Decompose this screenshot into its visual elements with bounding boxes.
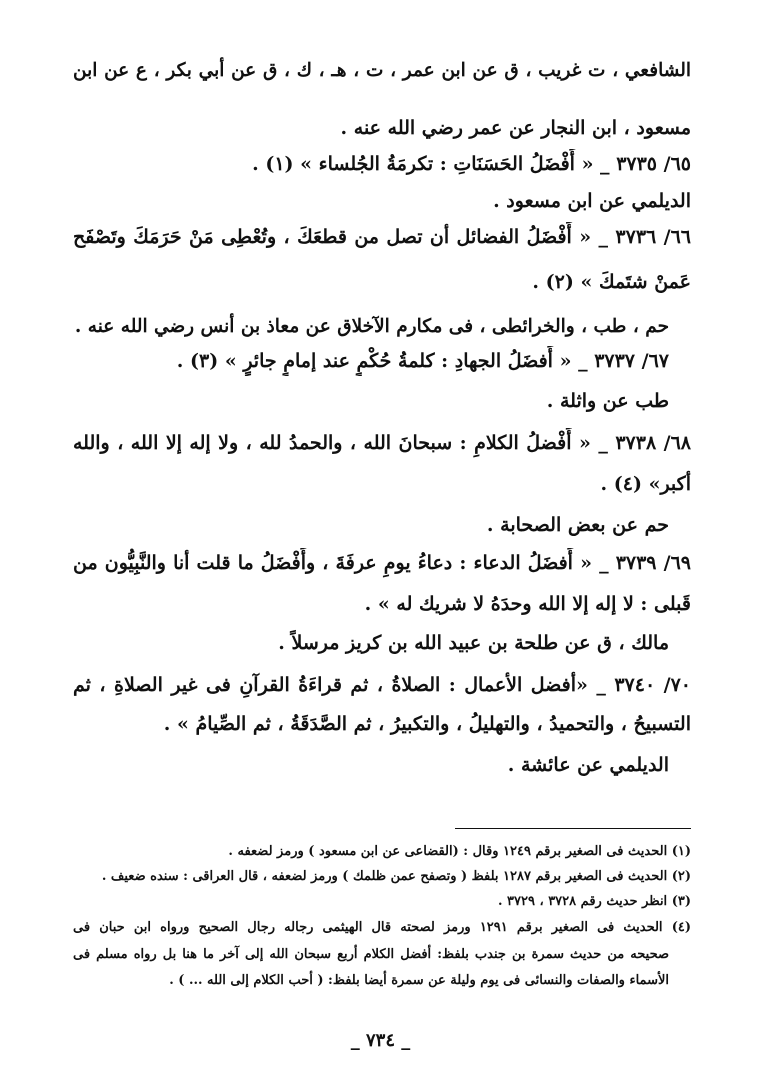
source-line: الديلمي عن ابن مسعود . [493, 190, 691, 212]
body-line: أكبر» (٤) . [600, 473, 691, 495]
footnote-divider [455, 828, 691, 829]
body-line: التسبيحُ ، والتحميدُ ، والتهليلُ ، والتكبيرُ ، ثم الصَّدَقَةُ ، ثم الصِّيامُ » . [163, 713, 691, 735]
source-line: الديلمي عن عائشة . [507, 754, 669, 776]
hadith-65: ٦٥/ ٣٧٣٥ _ « أَفْضَلُ الحَسَنَاتِ : تكرمَةُ الجُلساء » (١) . [252, 153, 691, 175]
footnote: (٤) الحديث فى الصغير برقم ١٢٩١ ورمز لصحته قال الهيثمى رجاله رجال الصحيح ورواه ابن حبان فى [73, 920, 691, 935]
source-line: طب عن واثلة . [546, 390, 669, 412]
hadith-69: ٦٩/ ٣٧٣٩ _ « أَفضَلُ الدعاء : دعاءُ يومِ عرفَةَ ، وأَفْضَلُ ما قلت أنا والنَّبِيُّون من [73, 552, 691, 574]
footnote: (١) الحديث فى الصغير برقم ١٢٤٩ وقال : (القضاعى عن ابن مسعود ) ورمز لضعفه . [228, 844, 691, 859]
footnote: (٢) الحديث فى الصغير برقم ١٢٨٧ بلفظ ( وتصفح عمن ظلمك ) ورمز لضعفه ، قال العراقى : سنده ضعيف . [101, 869, 691, 884]
source-line: مالك ، ق عن طلحة بن عبيد الله بن كريز مرسلاً . [278, 632, 669, 654]
body-line: عَمنْ شتَمكَ » (٢) . [532, 271, 691, 293]
body-line: مسعود ، ابن النجار عن عمر رضي الله عنه . [340, 117, 691, 139]
footnote-continued: الأسماء والصفات والنسائى فى يوم وليلة عن سمرة أيضا بلفظ: ( أحب الكلام إلى الله ... ) . [169, 973, 669, 988]
body-line: قَبلى : لا إله إلا الله وحدَهُ لا شريك له » . [364, 593, 691, 615]
footnote-continued: صحيحه من حديث سمرة بن جندب بلفظ: أفضل الكلام أربع سبحان الله إلى آخر ما هنا بل رواه مسلم فى [73, 947, 669, 962]
body-line: الشافعي ، ت غريب ، ق عن ابن عمر ، ت ، هـ ، ك ، ق عن أبي بكر ، ع عن ابن [73, 60, 691, 81]
hadith-70: ٧٠/ ٣٧٤٠ _ «أفضل الأعمال : الصلاةُ ، ثم قراءَةُ القرآنِ فى غير الصلاةِ ، ثم [73, 674, 691, 696]
source-line: حم عن بعض الصحابة . [486, 514, 669, 536]
hadith-66: ٦٦/ ٣٧٣٦ _ « أَفْضَلُ الفضائل أن تصل من قطعَكَ ، وتُعْطِى مَنْ حَرَمَكَ وتَصْفَح [73, 226, 691, 248]
hadith-68: ٦٨/ ٣٧٣٨ _ « أَفْضلُ الكلامِ : سبحانَ الله ، والحمدُ لله ، ولا إله إلا الله ، والله [73, 432, 691, 454]
footnote: (٣) انظر حديث رقم ٣٧٢٨ ، ٣٧٢٩ . [497, 894, 691, 909]
hadith-67: ٦٧/ ٣٧٣٧ _ « أَفضَلُ الجهادِ : كلمةُ حُكْمٍ عند إمامٍ جائرٍ » (٣) . [176, 350, 669, 372]
source-line: حم ، طب ، والخرائطى ، فى مكارم الآخلاق عن معاذ بن أنس رضي الله عنه . [74, 316, 669, 337]
page-number: _ ٧٣٤ _ [350, 1030, 411, 1051]
